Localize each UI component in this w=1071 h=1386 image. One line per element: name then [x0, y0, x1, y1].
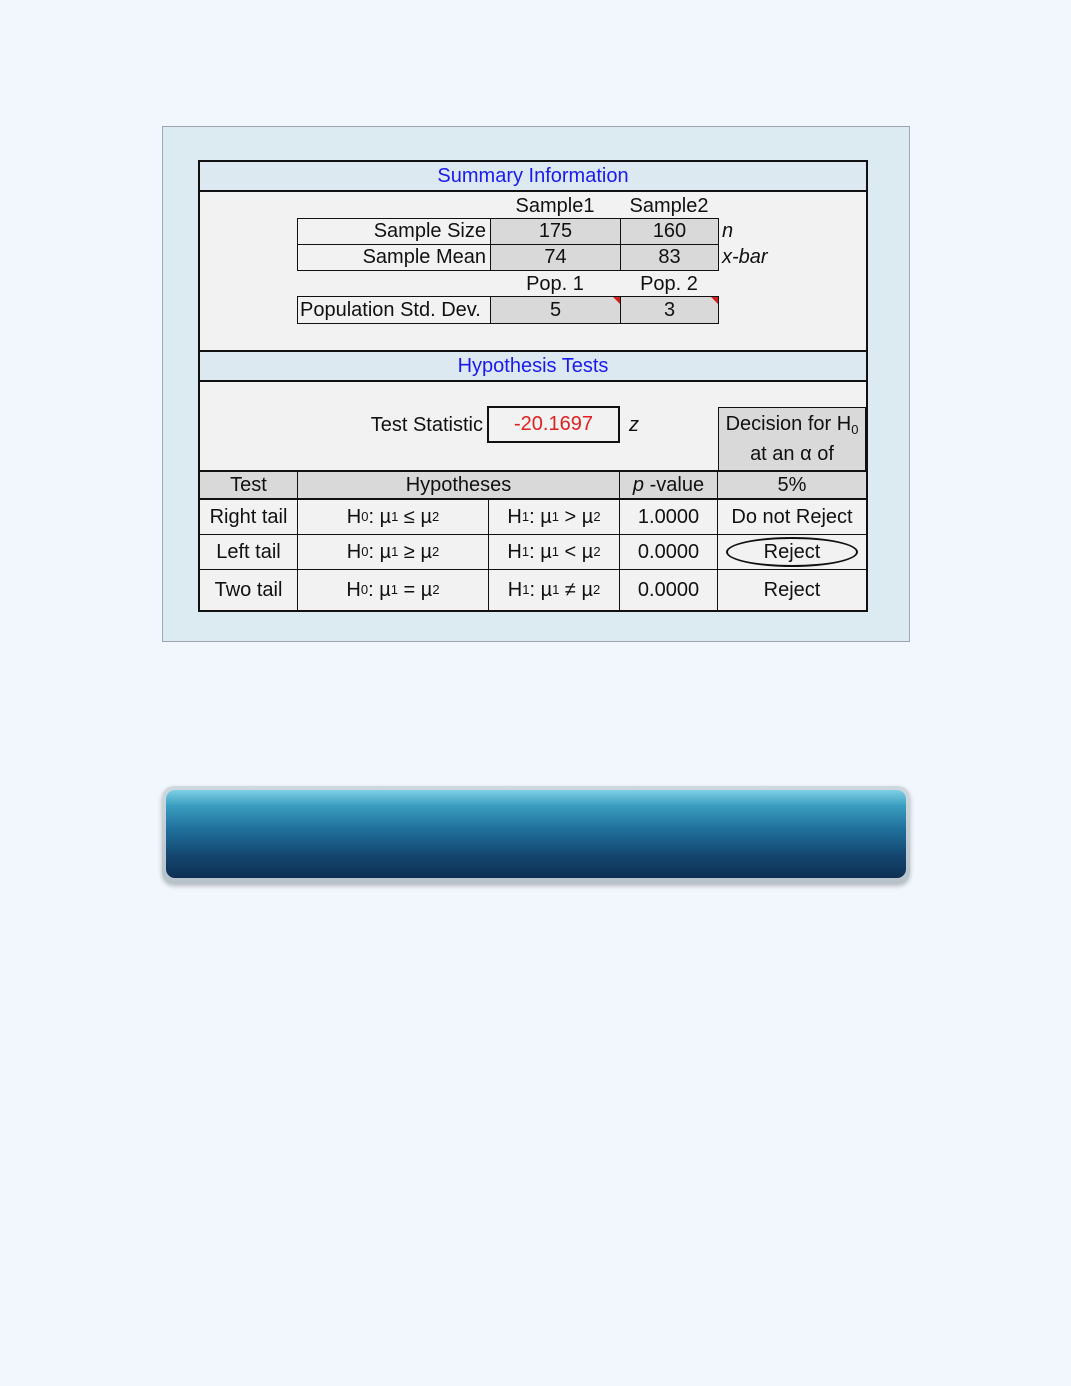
- sample2-size-value[interactable]: 160: [620, 218, 719, 245]
- comment-indicator-icon[interactable]: [711, 297, 718, 304]
- hypothesis-section-title: Hypothesis Tests: [200, 352, 866, 382]
- decision-left-tail: [718, 535, 866, 569]
- col-test-header: Test: [200, 472, 298, 499]
- pop1-std-dev-text: 5: [549, 298, 562, 321]
- sample-mean-symbol: x-bar: [722, 246, 768, 268]
- table-row-test: Two tail: [200, 570, 298, 610]
- alpha-value[interactable]: 5%: [718, 472, 866, 499]
- test-statistic-value[interactable]: -20.1697: [487, 406, 620, 443]
- sample1-size-value[interactable]: 175: [490, 218, 621, 245]
- pop2-header: Pop. 2: [640, 272, 698, 295]
- comment-indicator-icon[interactable]: [613, 297, 620, 304]
- h0-two-tail: H 0 : µ 1 = µ 2: [298, 570, 489, 610]
- h0-right-tail: H 0 : µ 1 ≤ µ 2: [298, 500, 489, 534]
- hypothesis-test-sheet: [198, 160, 868, 612]
- std-dev-label: Population Std. Dev.: [297, 296, 491, 324]
- decision-header-line2: at an α of: [750, 443, 834, 465]
- blue-banner: [162, 786, 910, 884]
- summary-section-title: Summary Information: [200, 162, 866, 192]
- table-row-test: Right tail: [200, 500, 298, 534]
- h0-left-tail: H 0 : µ 1 ≥ µ 2: [298, 535, 489, 569]
- sample2-header: Sample2: [629, 194, 709, 217]
- test-statistic-symbol: z: [629, 413, 639, 436]
- pop2-std-dev-value[interactable]: [620, 296, 719, 324]
- pvalue-right-tail: 1.0000: [620, 500, 718, 534]
- col-pvalue-header: p -value: [620, 472, 718, 499]
- pvalue-left-tail: 0.0000: [620, 535, 718, 569]
- table-row-test: Left tail: [200, 535, 298, 569]
- decision-header: [718, 407, 866, 471]
- pop2-std-dev-text: 3: [663, 298, 676, 321]
- col-hypotheses-header: Hypotheses: [298, 472, 620, 499]
- sample-size-label: Sample Size: [297, 218, 491, 245]
- sample-size-symbol: n: [722, 220, 734, 242]
- decision-left-tail-circled: Reject: [726, 537, 859, 567]
- decision-right-tail: Do not Reject: [731, 505, 853, 528]
- h1-left-tail: H 1 : µ 1 < µ 2: [489, 535, 620, 569]
- sample-mean-label: Sample Mean: [297, 244, 491, 271]
- sample1-mean-value[interactable]: 74: [490, 244, 621, 271]
- banner-gradient-bar: [166, 790, 906, 878]
- pvalue-two-tail: 0.0000: [620, 570, 718, 610]
- sample1-header: Sample1: [515, 194, 595, 217]
- pop1-std-dev-value[interactable]: [490, 296, 621, 324]
- test-statistic-label: Test Statistic: [370, 413, 483, 436]
- decision-two-tail: Reject: [763, 578, 821, 601]
- h1-two-tail: H 1 : µ 1 ≠ µ 2: [489, 570, 620, 610]
- decision-header-line1: Decision for $H_0$: [725, 413, 859, 437]
- spreadsheet-panel: [162, 126, 910, 642]
- sample2-mean-value[interactable]: 83: [620, 244, 719, 271]
- h1-right-tail: H 1 : µ 1 > µ 2: [489, 500, 620, 534]
- pop1-header: Pop. 1: [526, 272, 584, 295]
